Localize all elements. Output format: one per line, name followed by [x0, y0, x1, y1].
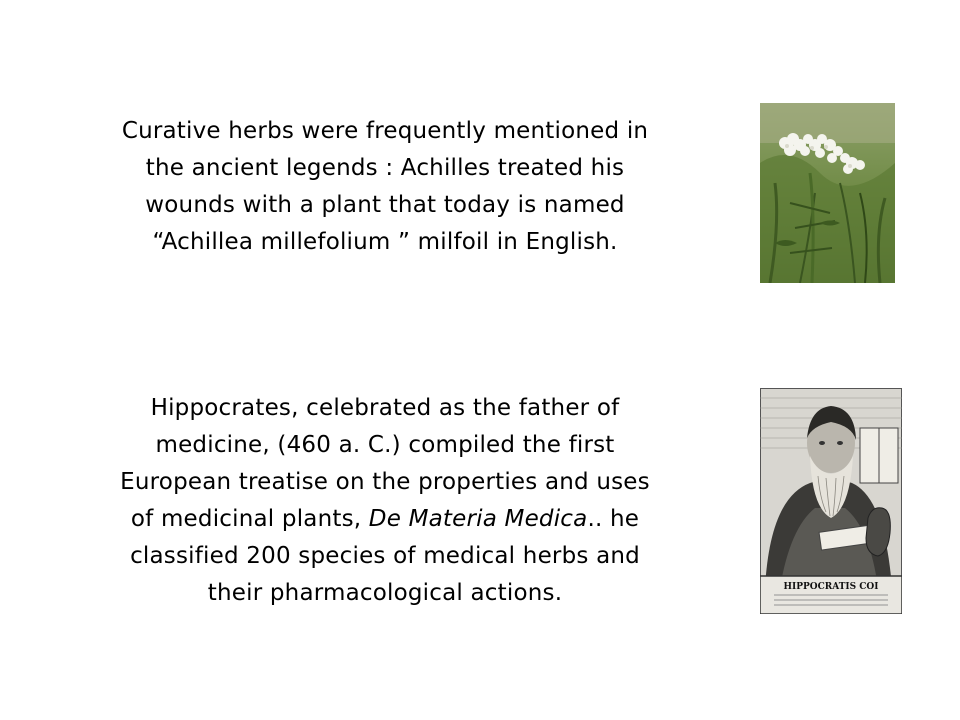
text-line: medicine, (460 a. C.) compiled the first — [155, 432, 615, 458]
text-line: classified 200 species of medical herbs and — [130, 543, 640, 569]
text-line: their pharmacological actions. — [207, 580, 563, 606]
paragraph-achilles — [30, 113, 740, 261]
hippocrates-portrait — [760, 388, 902, 614]
text-line: European treatise on the properties and uses — [120, 469, 650, 495]
text-line: Hippocrates, celebrated as the father of — [150, 395, 620, 421]
hippocrates-engraving — [760, 388, 902, 614]
text-line: “Achillea millefolium ” milfoil in English. — [152, 229, 618, 255]
text-segment: of medicinal plants, — [130, 506, 369, 532]
text-line: wounds with a plant that today is named — [145, 192, 625, 218]
text-line: Curative herbs were frequently mentioned in — [121, 118, 649, 144]
text-segment: .. he — [587, 506, 640, 532]
text-line: the ancient legends : Achilles treated his — [145, 155, 625, 181]
book-title: De Materia Medica — [368, 506, 588, 532]
text-line — [30, 501, 740, 538]
yarrow-plant-illustration — [760, 103, 895, 283]
paragraph-hippocrates — [30, 390, 740, 612]
yarrow-plant-photo — [760, 103, 895, 283]
portrait-caption-name: HIPPOCRATIS COI — [783, 582, 879, 592]
